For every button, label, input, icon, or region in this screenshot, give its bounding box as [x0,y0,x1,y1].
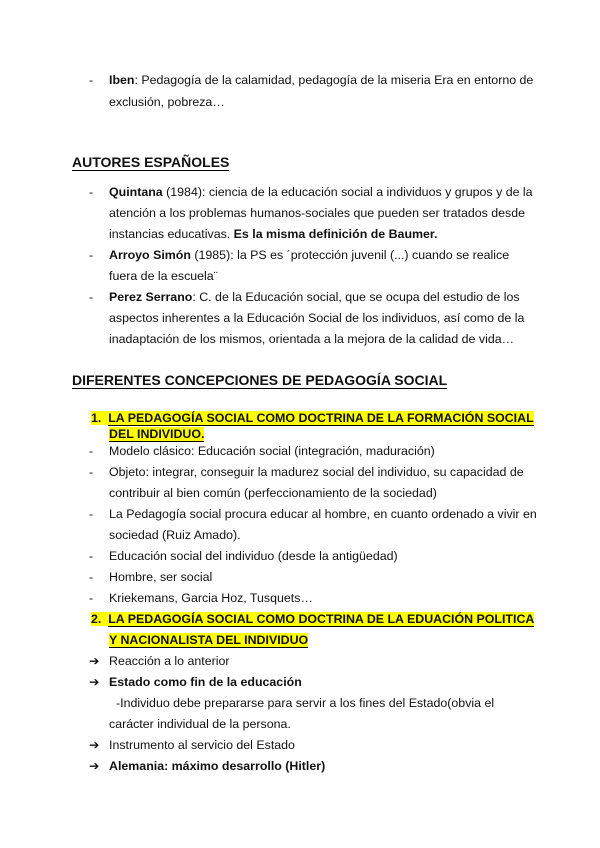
arrow-bullet-icon: ➔ [89,759,100,773]
heading-text: DIFERENTES CONCEPCIONES DE PEDAGOGÍA SOCIAL [72,372,448,388]
quintana-line-3 [109,226,438,242]
perez-line-1 [109,289,520,305]
author-name: Iben [109,73,135,87]
arroyo-line-2: fuera de la escuela¨ [109,269,218,283]
list-item: Hombre, ser social [109,570,213,584]
text: : C. de la Educación social, que se ocupa del estudio de los [192,290,520,304]
bullet-dash: - [89,185,94,199]
section-2-title-line-2 [109,632,308,648]
bold-text: Es la misma definición de Baumer. [233,227,438,241]
list-item: Instrumento al servicio del Estado [109,738,295,752]
section-2-title-line-1 [91,611,534,627]
list-item: Estado como fin de la educación [109,675,302,689]
bullet-dash: - [89,248,94,262]
author-name: Arroyo Simón [109,248,191,262]
list-item-subtext: -Individuo debe prepararse para servir a los fines del Estado(obvia el [116,696,495,710]
bullet-dash: - [89,591,94,605]
section-1-title-line-2 [109,426,204,442]
bullet-dash: - [89,507,94,521]
iben-line-2: exclusión, pobreza… [109,95,225,109]
quintana-line-2: atención a los problemas humanos-sociales que pueden ser tratados desde [109,206,526,220]
perez-line-2: aspectos inherentes a la Educación Social de los individuos, así como de la [109,311,525,325]
list-item-subtext: carácter individual de la persona. [109,717,291,731]
heading-text: AUTORES ESPAÑOLES [72,154,230,170]
text: instancias educativas. [109,227,234,241]
author-name: Quintana [109,185,163,199]
arrow-bullet-icon: ➔ [89,654,100,668]
list-item: Kriekemans, Garcia Hoz, Tusquets… [109,591,313,605]
arrow-bullet-icon: ➔ [89,738,100,752]
arroyo-line-1 [109,247,509,263]
perez-line-3: inadaptación de los mismos, orientada a la mejora de la calidad de vida… [109,332,514,346]
bullet-dash: - [89,73,94,87]
arrow-bullet-icon: ➔ [89,675,100,689]
list-item: Educación social del individuo (desde la antigüedad) [109,549,398,563]
section-title: LA PEDAGOGÍA SOCIAL COMO DOCTRINA DE LA FORMACIÓN SOCIAL [108,411,534,425]
section-title: Y NACIONALISTA DEL INDIVIDUO [109,633,309,647]
list-item-continuation: sociedad (Ruiz Amado). [109,528,241,542]
section-number: 1. [91,411,102,425]
section-title: LA PEDAGOGÍA SOCIAL COMO DOCTRINA DE LA EDUACIÓN POLITICA [108,612,535,626]
list-item: Modelo clásico: Educación social (integración, maduración) [109,444,435,458]
section-title: DEL INDIVIDUO. [109,427,205,441]
heading-diferentes-concepciones [72,371,447,389]
list-item: Objeto: integrar, conseguir la madurez social del individuo, su capacidad de [109,465,524,479]
iben-line-1 [109,72,533,88]
bullet-dash: - [89,444,94,458]
text: (1985): la PS es ´protección juvenil (...) cuando se realice [190,248,510,262]
heading-autores-espanoles [72,153,229,171]
bullet-dash: - [89,465,94,479]
list-item-continuation: contribuir al bien común (perfeccionamiento de la sociedad) [109,486,437,500]
list-item: Reacción a lo anterior [109,654,230,668]
list-item: Alemania: máximo desarrollo (Hitler) [109,759,326,773]
section-number: 2. [91,612,102,626]
author-name: Perez Serrano [109,290,193,304]
text: : Pedagogía de la calamidad, pedagogía de la miseria Era en entorno de [134,73,534,87]
bullet-dash: - [89,549,94,563]
bullet-dash: - [89,290,94,304]
section-1-title-line-1 [91,410,534,426]
bullet-dash: - [89,570,94,584]
list-item: La Pedagogía social procura educar al hombre, en cuanto ordenado a vivir en [109,507,537,521]
text: (1984): ciencia de la educación social a individuos y grupos y de la [162,185,533,199]
quintana-line-1 [109,184,533,200]
